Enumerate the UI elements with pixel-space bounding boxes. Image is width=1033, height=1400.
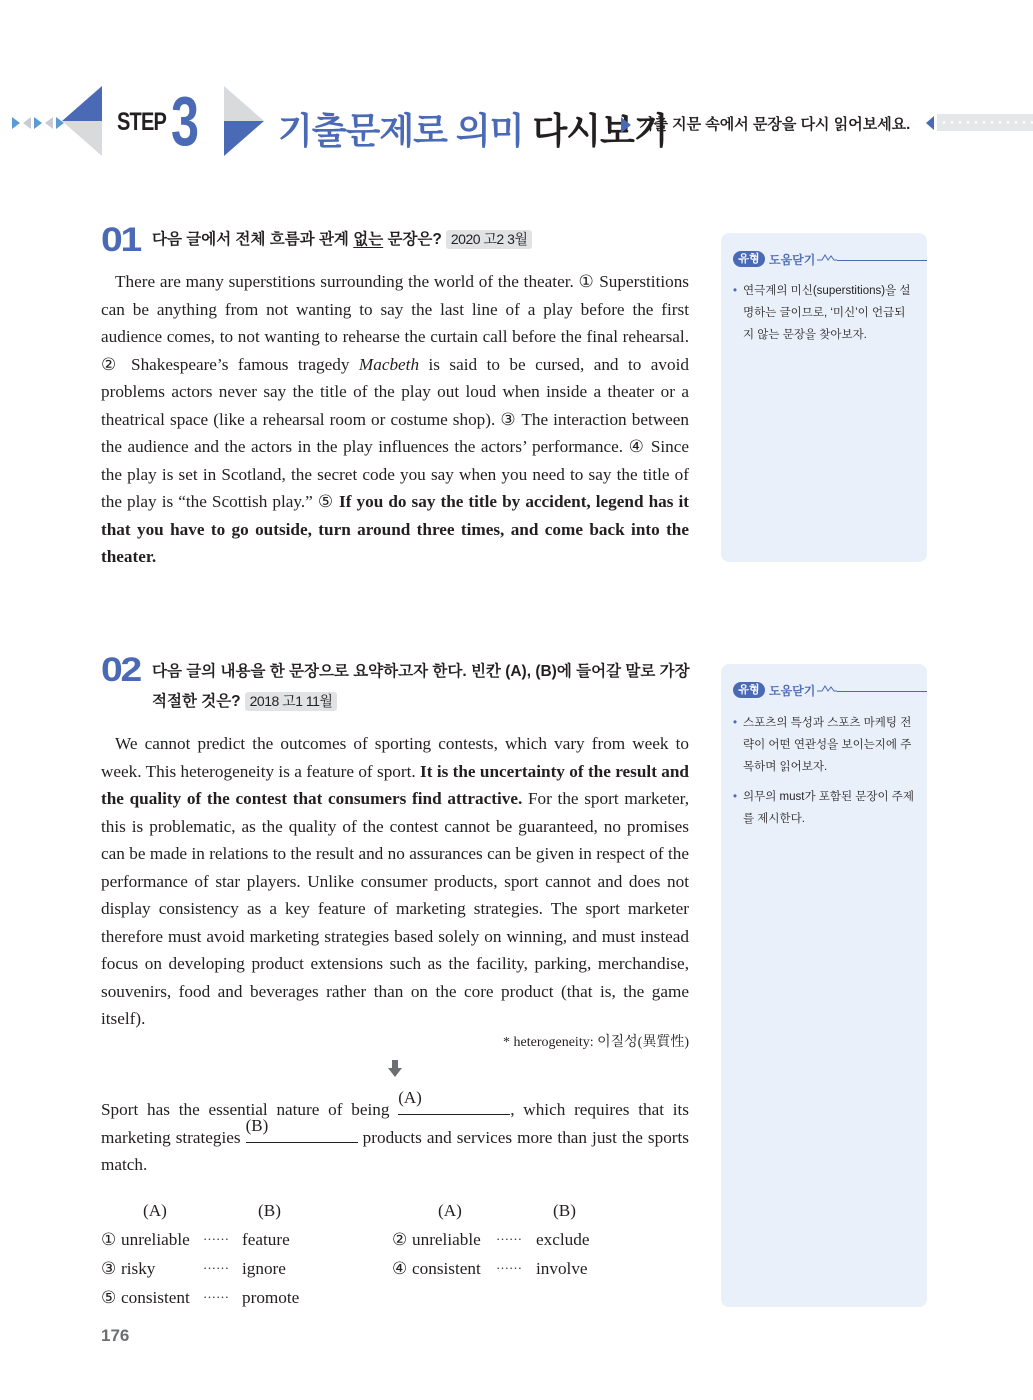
question-number: 01 [101, 221, 140, 259]
choice-b: promote [242, 1288, 300, 1307]
step-left-triangle-icon [62, 86, 102, 156]
help-box [721, 664, 927, 1307]
choice-a: unreliable [121, 1230, 190, 1249]
question-text: 다음 글의 내용을 한 문장으로 요약하고자 한다. 빈칸 (A), (B)에 들어갈 말로 가장 적절한 것은? [152, 663, 690, 710]
help-title: 도움닫기 [769, 252, 816, 267]
help-item [733, 786, 915, 830]
arrow-left-icon [23, 117, 31, 129]
question-prompt [152, 657, 692, 717]
help-divider [837, 260, 927, 261]
choice-a: consistent [412, 1259, 481, 1278]
step-right-triangle-icon [224, 86, 264, 156]
type-badge [731, 249, 765, 269]
help-box [721, 233, 927, 562]
passage-italic: Macbeth [358, 354, 420, 374]
choices-header-a: (A) [143, 1201, 167, 1220]
summary-sentence [101, 1088, 689, 1179]
header-deco-arrows [12, 117, 64, 129]
choice-number: ⑤ [101, 1288, 117, 1307]
choice-b: ignore [242, 1259, 286, 1278]
passage-bold: It is the uncertainty of the result and the quality of the contest that consumers find attractive. [101, 761, 689, 808]
summary-text: products and services more than just the sports match. [101, 1127, 689, 1174]
passage-text: For the sport marketer, this is problematic, as the quality of the contest cannot be guaranteed, no promises can be made in relations to the result and no assurances can be given in respect of the performance of star players. Unlike consumer products, sport cannot and does not display consistency as a key feature of marketing strategies. The sport marketer therefore must avoid marketing strategies based solely on winning, and must instead focus on developing product extensions such as the facility, parking, merchandise, souvenirs, food and beverages rather than on the core product (that is, the game itself). [101, 789, 690, 1028]
choice-number: ② [392, 1230, 408, 1249]
summary-text: Sport has the essential nature of being [101, 1100, 399, 1119]
wave-icon [817, 682, 837, 694]
help-header [731, 680, 815, 700]
source-tag: 2020 고2 3월 [446, 230, 533, 249]
type-badge [731, 680, 765, 700]
bullet-icon: • [733, 285, 738, 297]
choice-number: ④ [392, 1259, 408, 1278]
blank-a-label: (A) [398, 1088, 422, 1107]
choice-separator: …… [496, 1228, 522, 1243]
deco-arrow-left-icon [926, 116, 934, 130]
choice-b: feature [242, 1230, 290, 1249]
footnote: * heterogeneity: 이질성(異質性) [503, 1035, 689, 1050]
passage [101, 730, 689, 1033]
type-badge-label: 유형 [733, 682, 765, 698]
summary-text: , which requires that its marketing strategies [101, 1100, 689, 1147]
source-tag: 2018 고1 11월 [245, 692, 338, 711]
help-item-text: 연극계의 미신(superstitions)을 설명하는 글이므로, ‘미신’이 언급되지 않는 문장을 찾아보자. [743, 285, 911, 341]
page-title-black: 다시보기 [532, 110, 668, 151]
bullet-icon: • [733, 717, 738, 729]
down-arrow-icon [388, 1060, 402, 1078]
step-number: 3 [171, 82, 200, 160]
passage [101, 268, 689, 571]
choice-a: risky [121, 1259, 156, 1278]
question-prompt [152, 225, 692, 255]
page-title [278, 103, 668, 154]
question-number: 02 [101, 651, 140, 689]
choices-header-b: (B) [553, 1201, 576, 1220]
passage-text: is said to be cursed, and to avoid problems actors never say the title of the play out loud when inside a theater or a theatrical space (like a rehearsal room or costume shop). ③ The interaction between the audience and the actors in the play influences the actors’ performance. ④ Since the play is set in Scotland, the secret code you say when you need to say the title of the play is “the Scottish play.” ⑤ [101, 354, 689, 511]
choice-separator: …… [203, 1228, 229, 1243]
page-subtitle: 기출 지문 속에서 문장을 다시 읽어보세요. [639, 116, 911, 133]
page-number: 176 [101, 1326, 130, 1345]
passage-text: We cannot predict the outcomes of sporting contests, which vary from week to week. This heterogeneity is a feature of sport. [101, 734, 689, 781]
title-arrow-icon [621, 117, 631, 133]
blank-b [245, 1115, 358, 1143]
help-item-text: 스포츠의 특성과 스포츠 마케팅 전략이 어떤 연관성을 보이는지에 주목하며 읽어보자. [743, 717, 912, 773]
arrow-right-icon [12, 117, 20, 129]
question-underlined: 없는 [353, 231, 384, 248]
passage-text: There are many superstitions surrounding the world of the theater. ① Superstitions can be anything from not wanting to say the last line of a play before the first audience comes, to not wanting to rehearse the curtain call before the final rehearsal. ② Shakespeare’s famous tragedy [101, 272, 689, 374]
arrow-right-icon [34, 117, 42, 129]
choice-separator: …… [203, 1257, 229, 1272]
step-label: STEP [117, 108, 167, 136]
choice-number: ① [101, 1230, 117, 1249]
blank-a [398, 1088, 510, 1115]
type-badge-label: 유형 [733, 251, 765, 267]
passage-bold: If you do say the title by accident, legend has it that you have to go outside, turn around three times, and come back into the theater. [101, 492, 689, 566]
help-header [731, 249, 815, 269]
choices-header-a: (A) [438, 1201, 462, 1220]
choices-header-b: (B) [258, 1201, 281, 1220]
choice-a: unreliable [412, 1230, 481, 1249]
choice-number: ③ [101, 1259, 117, 1278]
choice-b: involve [536, 1259, 588, 1278]
page-title-blue: 기출문제로 의미 [278, 110, 524, 151]
choice-separator: …… [203, 1286, 229, 1301]
help-item [733, 280, 915, 346]
bullet-icon: • [733, 791, 738, 803]
wave-icon [817, 251, 837, 263]
question-text: 문장은? [383, 231, 442, 248]
choice-b: exclude [536, 1230, 590, 1249]
arrow-left-icon [45, 117, 53, 129]
deco-dotted-bar [937, 114, 1033, 131]
help-item-text: 의무의 must가 포함된 문장이 주제를 제시한다. [743, 791, 915, 825]
help-divider [837, 691, 927, 692]
help-item [733, 712, 915, 778]
help-title: 도움닫기 [769, 683, 816, 698]
blank-b-label: (B) [245, 1115, 269, 1135]
choice-a: consistent [121, 1288, 190, 1307]
choice-separator: …… [496, 1257, 522, 1272]
question-text: 다음 글에서 전체 흐름과 관계 [152, 231, 354, 248]
